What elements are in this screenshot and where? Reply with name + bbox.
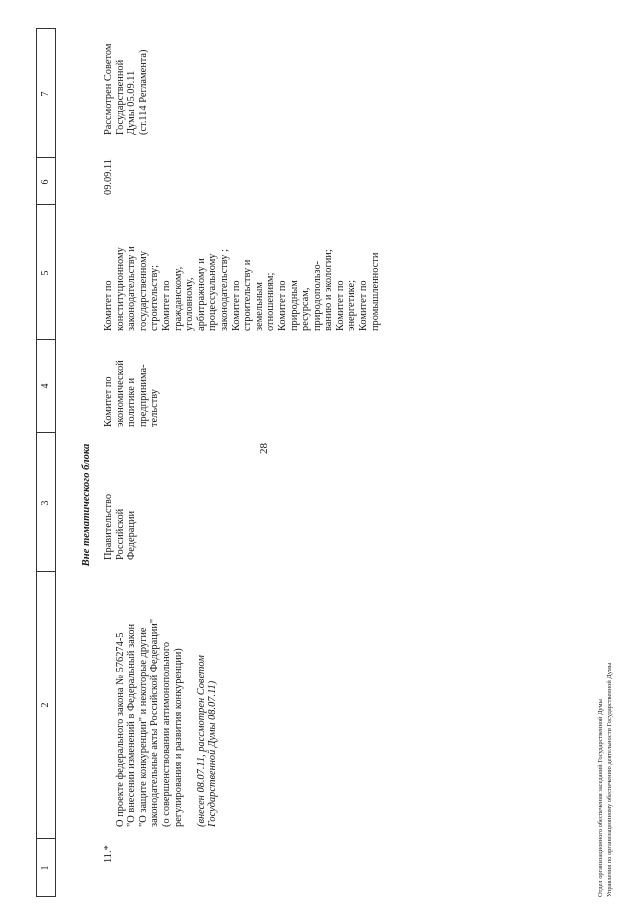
legislative-subject: Правительство Российской Федерации <box>103 493 138 560</box>
bill-title-text: О проекте федерального закона № 576274-5 "О внесении изменений в Федеральный закон "О защите конкуренции" и некоторые другие законодательные акты Российской Федерации" (о совершенствовании антимонопольного регулирования и развития конкуренции) <box>114 618 184 827</box>
bill-title <box>103 567 219 827</box>
co-executor-committees: Комитет по конституционному законодательству и государственному строительству; Комитет по гражданскому, уголовному, арбитражному и процессуальному законодательству ; Комитет по строительству и земельным отношениям; Комитет по природным ресурсам, природопользо- ванию и экологии; Комитет по энергетике; Комитет по промышленности <box>103 246 381 331</box>
col-divider-3 <box>36 432 56 433</box>
col-divider-6 <box>36 157 56 158</box>
col-divider-0 <box>36 896 56 897</box>
section-title: Вне тематического блока <box>81 443 92 567</box>
table-top-rule <box>36 29 37 897</box>
column-number-2: 2 <box>40 702 51 708</box>
col-divider-2 <box>36 571 56 572</box>
col-divider-1 <box>36 838 56 839</box>
bill-title-italic: (внесен 08.07.11, рассмотрен Советом Государственной Думы 08.07.11) <box>195 655 219 827</box>
page-number: 28 <box>258 443 270 454</box>
column-number-4: 4 <box>40 383 51 389</box>
column-number-6: 6 <box>40 179 51 185</box>
column-number-1: 1 <box>40 865 51 871</box>
column-number-3: 3 <box>40 500 51 506</box>
column-number-5: 5 <box>40 270 51 276</box>
col-divider-7 <box>36 28 56 29</box>
responsible-committee: Комитет по экономической политике и предпринима- тельству <box>103 360 161 427</box>
consideration-date: 09.09.11 <box>103 159 114 195</box>
col-divider-5 <box>36 204 56 205</box>
row-number: 11.* <box>103 845 114 863</box>
table-header-bottom-rule <box>55 29 56 897</box>
notes: Рассмотрен Советом Государственной Думы 05.09.11 (ст.114 Регламента) <box>103 43 149 135</box>
col-divider-4 <box>36 339 56 340</box>
footer-line-2: Управления по организационному обеспечению деятельности Государственной Думы <box>606 662 613 897</box>
column-number-7: 7 <box>40 91 51 97</box>
footer-line-1: Отдел организационного обеспечения заседаний Государственной Думы <box>597 699 604 897</box>
